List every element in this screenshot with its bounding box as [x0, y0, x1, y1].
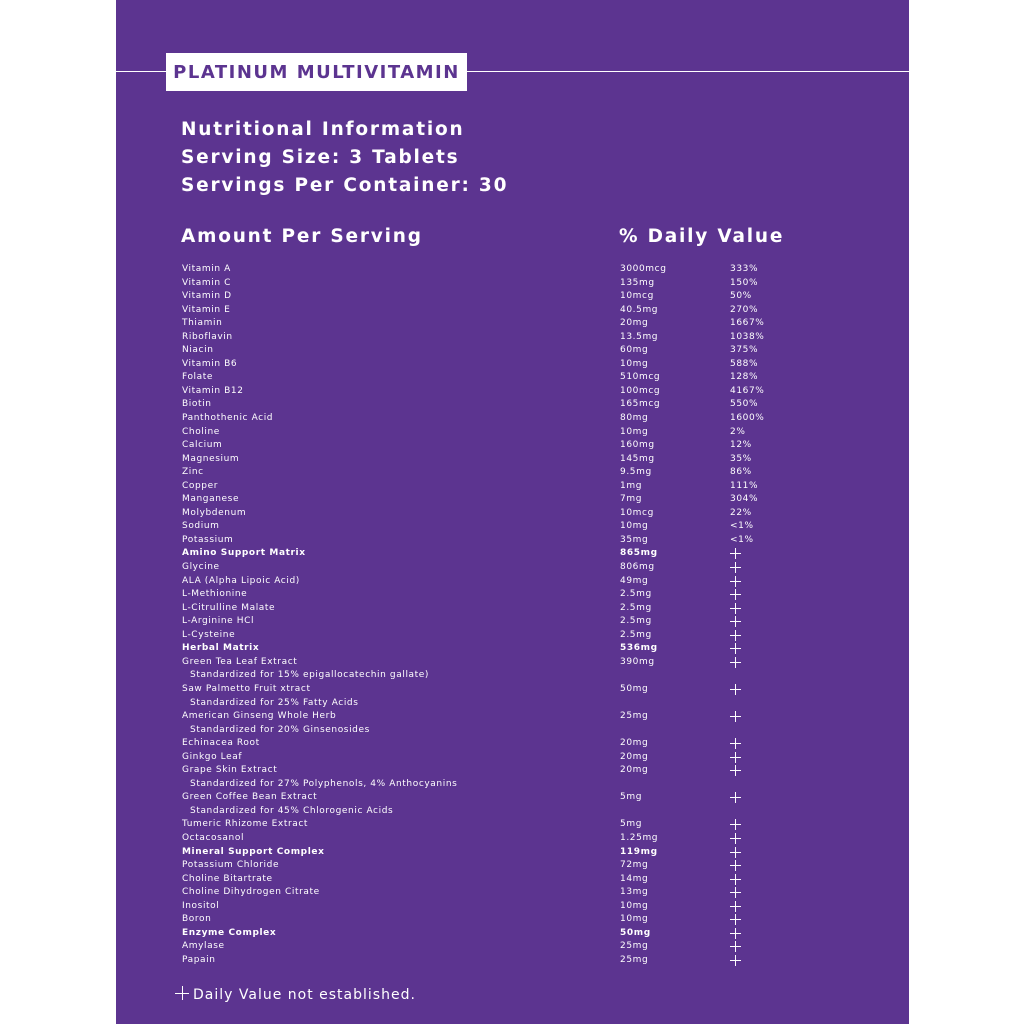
nutrient-amount: 5mg [620, 792, 643, 803]
nutrient-name: ALA (Alpha Lipoic Acid) [182, 575, 300, 586]
nutrient-amount: 7mg [620, 494, 643, 505]
nutrient-name: Tumeric Rhizome Extract [182, 819, 309, 830]
nutrient-amount: 160mg [620, 440, 655, 451]
label-panel [116, 0, 909, 1024]
table-row [116, 412, 909, 426]
nutrient-name: Calcium [182, 440, 223, 451]
nutrient-name: Choline Dihydrogen Citrate [182, 887, 320, 898]
nutrient-amount: 510mcg [620, 372, 661, 383]
nutrient-name: Riboflavin [182, 331, 233, 342]
dagger-icon [730, 765, 741, 776]
nutrient-name: Amylase [182, 941, 225, 952]
table-row [116, 873, 909, 887]
table-row [116, 900, 909, 914]
table-row [116, 886, 909, 900]
nutrient-amount: 25mg [620, 941, 649, 952]
daily-value-header: % Daily Value [619, 226, 785, 247]
nutrient-amount: 2.5mg [620, 602, 652, 613]
daily-value-percent: 588% [730, 358, 759, 369]
daily-value-percent: 111% [730, 480, 759, 491]
dagger-icon [730, 576, 741, 587]
table-row [116, 317, 909, 331]
dagger-icon [730, 792, 741, 803]
nutrient-name: Biotin [182, 399, 212, 410]
nutrient-name: Vitamin C [182, 277, 232, 288]
nutrient-name: Glycine [182, 562, 220, 573]
nutrient-name: Papain [182, 954, 216, 965]
nutrient-amount: 10mcg [620, 507, 654, 518]
nutrient-amount: 10mg [620, 426, 649, 437]
table-row [116, 304, 909, 318]
product-title: PLATINUM MULTIVITAMIN [173, 61, 460, 83]
daily-value-percent: <1% [730, 534, 754, 545]
nutrient-name: L-Citrulline Malate [182, 602, 276, 613]
table-row [116, 547, 909, 561]
daily-value-percent: 1038% [730, 331, 765, 342]
daily-value-percent: 128% [730, 372, 759, 383]
nutrient-amount: 49mg [620, 575, 649, 586]
dagger-icon [730, 833, 741, 844]
table-row [116, 791, 909, 805]
dagger-icon [730, 847, 741, 858]
table-row [116, 398, 909, 412]
nutrient-amount: 10mcg [620, 291, 654, 302]
nutrient-amount: 25mg [620, 711, 649, 722]
table-row [116, 913, 909, 927]
nutrient-amount: 2.5mg [620, 616, 652, 627]
table-row [116, 805, 909, 819]
daily-value-percent: 1600% [730, 413, 765, 424]
dagger-icon [730, 955, 741, 966]
nutrient-amount: 390mg [620, 656, 655, 667]
table-row [116, 832, 909, 846]
nutrient-name: Copper [182, 480, 219, 491]
daily-value-percent: 12% [730, 440, 752, 451]
nutrient-amount: 119mg [620, 846, 658, 857]
table-row [116, 426, 909, 440]
table-row [116, 344, 909, 358]
nutrient-name: Enzyme Complex [182, 927, 277, 938]
nutrient-amount: 145mg [620, 453, 655, 464]
table-row [116, 710, 909, 724]
daily-value-percent: 333% [730, 264, 759, 274]
nutrient-amount: 13.5mg [620, 331, 659, 342]
nutrient-name: Magnesium [182, 453, 240, 464]
table-row [116, 615, 909, 629]
dagger-icon [730, 630, 741, 641]
nutrient-name: Green Coffee Bean Extract [182, 792, 318, 803]
nutrient-amount: 20mg [620, 765, 649, 776]
title-badge [166, 53, 467, 91]
nutrient-amount: 2.5mg [620, 589, 652, 600]
table-row [116, 290, 909, 304]
nutrient-note: Standardized for 45% Chlorogenic Acids [190, 805, 394, 816]
daily-value-percent: 150% [730, 277, 759, 288]
table-row [116, 737, 909, 751]
daily-value-percent: 2% [730, 426, 746, 437]
table-row [116, 588, 909, 602]
nutrient-name: Octacosanol [182, 832, 245, 843]
nutrient-name: Herbal Matrix [182, 643, 260, 654]
nutrient-name: Vitamin E [182, 304, 231, 315]
amount-per-serving-header: Amount Per Serving [181, 226, 423, 247]
table-row [116, 480, 909, 494]
table-row [116, 778, 909, 792]
nutrient-amount: 9.5mg [620, 467, 652, 478]
nutrient-name: Panthothenic Acid [182, 413, 274, 424]
nutrient-name: Saw Palmetto Fruit xtract [182, 683, 311, 694]
nutrient-name: Zinc [182, 467, 204, 478]
daily-value-percent: 375% [730, 345, 759, 356]
daily-value-percent: 270% [730, 304, 759, 315]
table-row [116, 751, 909, 765]
nutrient-amount: 80mg [620, 413, 649, 424]
dagger-icon [730, 657, 741, 668]
dagger-icon [730, 752, 741, 763]
table-row [116, 575, 909, 589]
table-row [116, 642, 909, 656]
nutrient-name: Grape Skin Extract [182, 765, 278, 776]
serving-size: Serving Size: 3 Tablets [181, 147, 460, 168]
table-row [116, 954, 909, 968]
nutrient-amount: 1.25mg [620, 832, 659, 843]
servings-per-container: Servings Per Container: 30 [181, 175, 509, 196]
nutrient-name: American Ginseng Whole Herb [182, 711, 337, 722]
nutrient-name: Echinacea Root [182, 738, 260, 749]
nutrient-amount: 865mg [620, 548, 658, 559]
daily-value-percent: 550% [730, 399, 759, 410]
table-row [116, 439, 909, 453]
dagger-icon [730, 643, 741, 654]
table-row [116, 724, 909, 738]
table-row [116, 507, 909, 521]
nutrient-name: Amino Support Matrix [182, 548, 306, 559]
nutrient-note: Standardized for 15% epigallocatechin gallate) [190, 670, 430, 681]
table-row [116, 683, 909, 697]
table-row [116, 764, 909, 778]
nutrient-amount: 20mg [620, 738, 649, 749]
nutrient-note: Standardized for 20% Ginsenosides [190, 724, 370, 735]
info-heading: Nutritional Information [181, 119, 465, 140]
nutrient-amount: 13mg [620, 887, 649, 898]
table-row [116, 263, 909, 277]
nutrient-name: Vitamin B6 [182, 358, 238, 369]
table-row [116, 818, 909, 832]
nutrient-amount: 10mg [620, 358, 649, 369]
table-row [116, 561, 909, 575]
nutrient-amount: 20mg [620, 751, 649, 762]
nutrient-amount: 60mg [620, 345, 649, 356]
table-row [116, 669, 909, 683]
nutrient-name: Thiamin [182, 318, 223, 329]
nutrient-name: Green Tea Leaf Extract [182, 656, 298, 667]
nutrient-name: Vitamin A [182, 264, 231, 274]
dv-not-established [730, 954, 741, 971]
nutrient-amount: 5mg [620, 819, 643, 830]
nutrient-amount: 10mg [620, 900, 649, 911]
dagger-icon [730, 887, 741, 898]
daily-value-percent: 50% [730, 291, 752, 302]
nutrient-amount: 40.5mg [620, 304, 659, 315]
nutrient-amount: 20mg [620, 318, 649, 329]
nutrient-amount: 2.5mg [620, 629, 652, 640]
nutrient-name: Niacin [182, 345, 214, 356]
nutrient-amount: 25mg [620, 954, 649, 965]
daily-value-percent: 22% [730, 507, 752, 518]
table-row [116, 358, 909, 372]
nutrient-name: Sodium [182, 521, 220, 532]
nutrient-name: Manganese [182, 494, 240, 505]
daily-value-percent: 304% [730, 494, 759, 505]
table-row [116, 466, 909, 480]
daily-value-percent: 4167% [730, 385, 765, 396]
nutrient-name: Inositol [182, 900, 220, 911]
table-row [116, 602, 909, 616]
nutrient-note: Standardized for 27% Polyphenols, 4% Anthocyanins [190, 778, 458, 789]
nutrient-table [116, 263, 909, 967]
nutrient-name: Ginkgo Leaf [182, 751, 243, 762]
dagger-icon [730, 548, 741, 559]
table-row [116, 846, 909, 860]
dagger-icon [730, 616, 741, 627]
nutrient-amount: 1mg [620, 480, 643, 491]
nutrient-name: Folate [182, 372, 214, 383]
table-row [116, 277, 909, 291]
nutrient-amount: 35mg [620, 534, 649, 545]
dagger-icon [730, 684, 741, 695]
dagger-icon [730, 562, 741, 573]
dagger-icon [175, 986, 189, 1000]
nutrient-note: Standardized for 25% Fatty Acids [190, 697, 359, 708]
nutrient-amount: 536mg [620, 643, 658, 654]
nutrient-name: Potassium [182, 534, 234, 545]
dagger-icon [730, 589, 741, 600]
table-row [116, 493, 909, 507]
table-row [116, 331, 909, 345]
nutrient-name: Molybdenum [182, 507, 247, 518]
dagger-icon [730, 874, 741, 885]
nutrient-amount: 10mg [620, 521, 649, 532]
daily-value-percent: 86% [730, 467, 752, 478]
table-row [116, 656, 909, 670]
nutrient-amount: 50mg [620, 927, 651, 938]
footnote-text: Daily Value not established. [193, 987, 416, 1003]
nutrient-name: Vitamin B12 [182, 385, 244, 396]
nutrient-name: L-Methionine [182, 589, 248, 600]
nutrient-name: Choline Bitartrate [182, 873, 273, 884]
dagger-icon [730, 819, 741, 830]
nutrient-amount: 806mg [620, 562, 655, 573]
nutrient-name: Potassium Chloride [182, 860, 280, 871]
daily-value-percent: 35% [730, 453, 752, 464]
dagger-icon [730, 914, 741, 925]
table-row [116, 859, 909, 873]
nutrient-amount: 165mcg [620, 399, 661, 410]
nutrient-name: Choline [182, 426, 220, 437]
table-row [116, 927, 909, 941]
nutrient-name: Vitamin D [182, 291, 232, 302]
nutrient-amount: 14mg [620, 873, 649, 884]
nutrient-name: L-Arginine HCl [182, 616, 255, 627]
daily-value-percent: <1% [730, 521, 754, 532]
dagger-icon [730, 603, 741, 614]
table-row [116, 534, 909, 548]
nutrient-amount: 50mg [620, 683, 649, 694]
table-row [116, 520, 909, 534]
nutrient-amount: 72mg [620, 860, 649, 871]
table-row [116, 371, 909, 385]
nutrient-amount: 3000mcg [620, 264, 667, 274]
table-row [116, 940, 909, 954]
nutrient-name: Boron [182, 914, 212, 925]
daily-value-percent: 1667% [730, 318, 765, 329]
nutrient-amount: 135mg [620, 277, 655, 288]
table-row [116, 385, 909, 399]
dagger-icon [730, 928, 741, 939]
table-row [116, 629, 909, 643]
table-row [116, 453, 909, 467]
dagger-icon [730, 941, 741, 952]
nutrient-name: L-Cysteine [182, 629, 236, 640]
table-row [116, 697, 909, 711]
dagger-icon [730, 738, 741, 749]
dagger-icon [730, 711, 741, 722]
footnote [175, 987, 416, 1003]
serving-info [181, 116, 508, 200]
nutrient-amount: 10mg [620, 914, 649, 925]
nutrient-amount: 100mcg [620, 385, 661, 396]
dagger-icon [730, 901, 741, 912]
dagger-icon [730, 860, 741, 871]
nutrient-name: Mineral Support Complex [182, 846, 325, 857]
